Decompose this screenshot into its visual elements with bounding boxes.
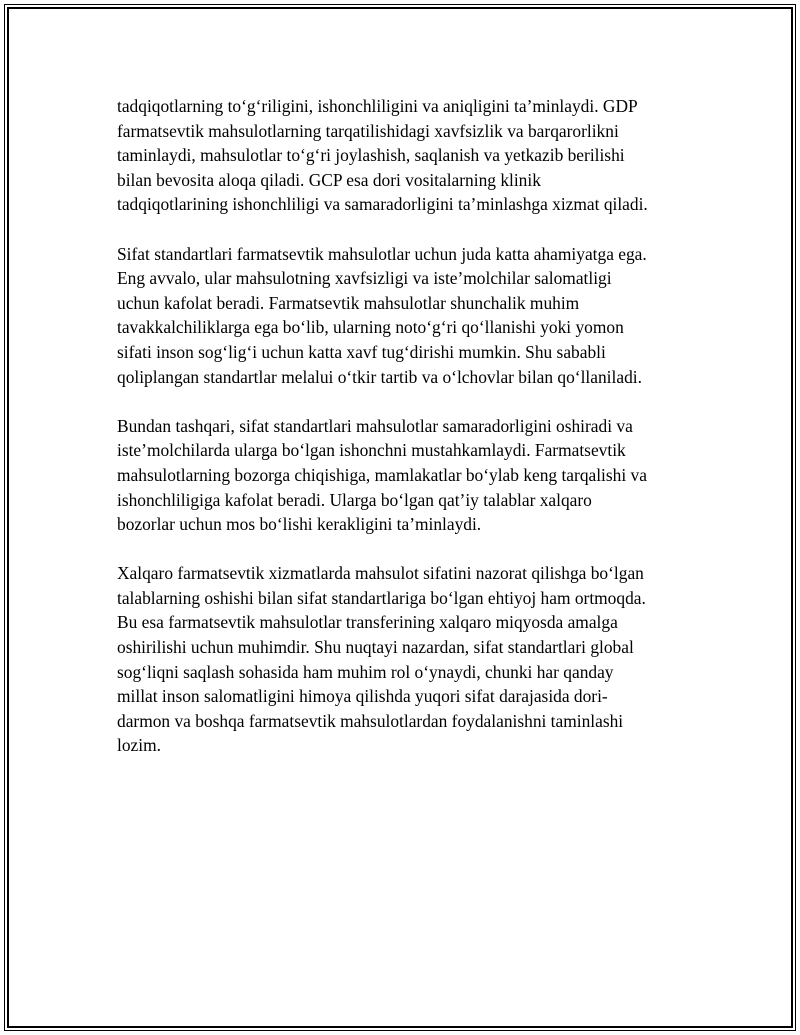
paragraph-2: Sifat standartlari farmatsevtik mahsulotlar uchun juda katta ahamiyatga ega. Eng avvalo, ular mahsulotning xavfsizligi va iste’molchilar salomatligi uchun kafolat beradi. Farmatsevtik mahsulotlar shunchalik muhim tavakkalchiliklarga ega bo‘lib, ularning noto‘g‘ri qo‘llanishi yoki yomon sifati inson sog‘lig‘i uchun katta xavf tug‘dirishi mumkin. Shu sababli qoliplangan standartlar melalui o‘tkir tartib va o‘lchovlar bilan qo‘llaniladi. [117, 243, 647, 387]
paragraph-3: Bundan tashqari, sifat standartlari mahsulotlar samaradorligini oshiradi va iste’molchilarda ularga bo‘lgan ishonchni mustahkamlaydi. Farmatsevtik mahsulotlarning bozorga chiqishiga, mamlakatlar bo‘ylab keng tarqalishi va ishonchliligiga kafolat beradi. Ularga bo‘lgan qat’iy talablar xalqaro bozorlar uchun mos bo‘lishi kerakligini ta’minlaydi. [117, 415, 647, 535]
paragraph-1: tadqiqotlarning to‘g‘riligini, ishonchliligini va aniqligini ta’minlaydi. GDP farmatsevtik mahsulotlarning tarqatilishidagi xavfsizlik va barqarorlikni taminlaydi, mahsulotlar to‘g‘ri joylashish, saqlanish va yetkazib berilishi bilan bevosita aloqa qiladi. GCP esa dori vositalarning klinik tadqiqotlarining ishonchliligi va samaradorligini ta’minlashga xizmat qiladi. [117, 96, 648, 215]
document-body [117, 94, 697, 783]
paragraph-4: Xalqaro farmatsevtik xizmatlarda mahsulot sifatini nazorat qilishga bo‘lgan talablarning oshishi bilan sifat standartlariga bo‘lgan ehtiyoj ham ortmoqda. Bu esa farmatsevtik mahsulotlar transferining xalqaro miqyosda amalga oshirilishi uchun muhimdir. Shu nuqtayi nazardan, sifat standartlari global sog‘liqni saqlash sohasida ham muhim rol o‘ynaydi, chunki har qanday millat inson salomatligini himoya qilishda yuqori sifat darajasida dori- darmon va boshqa farmatsevtik mahsulotlardan foydalanishni taminlashi lozim. [117, 563, 646, 756]
